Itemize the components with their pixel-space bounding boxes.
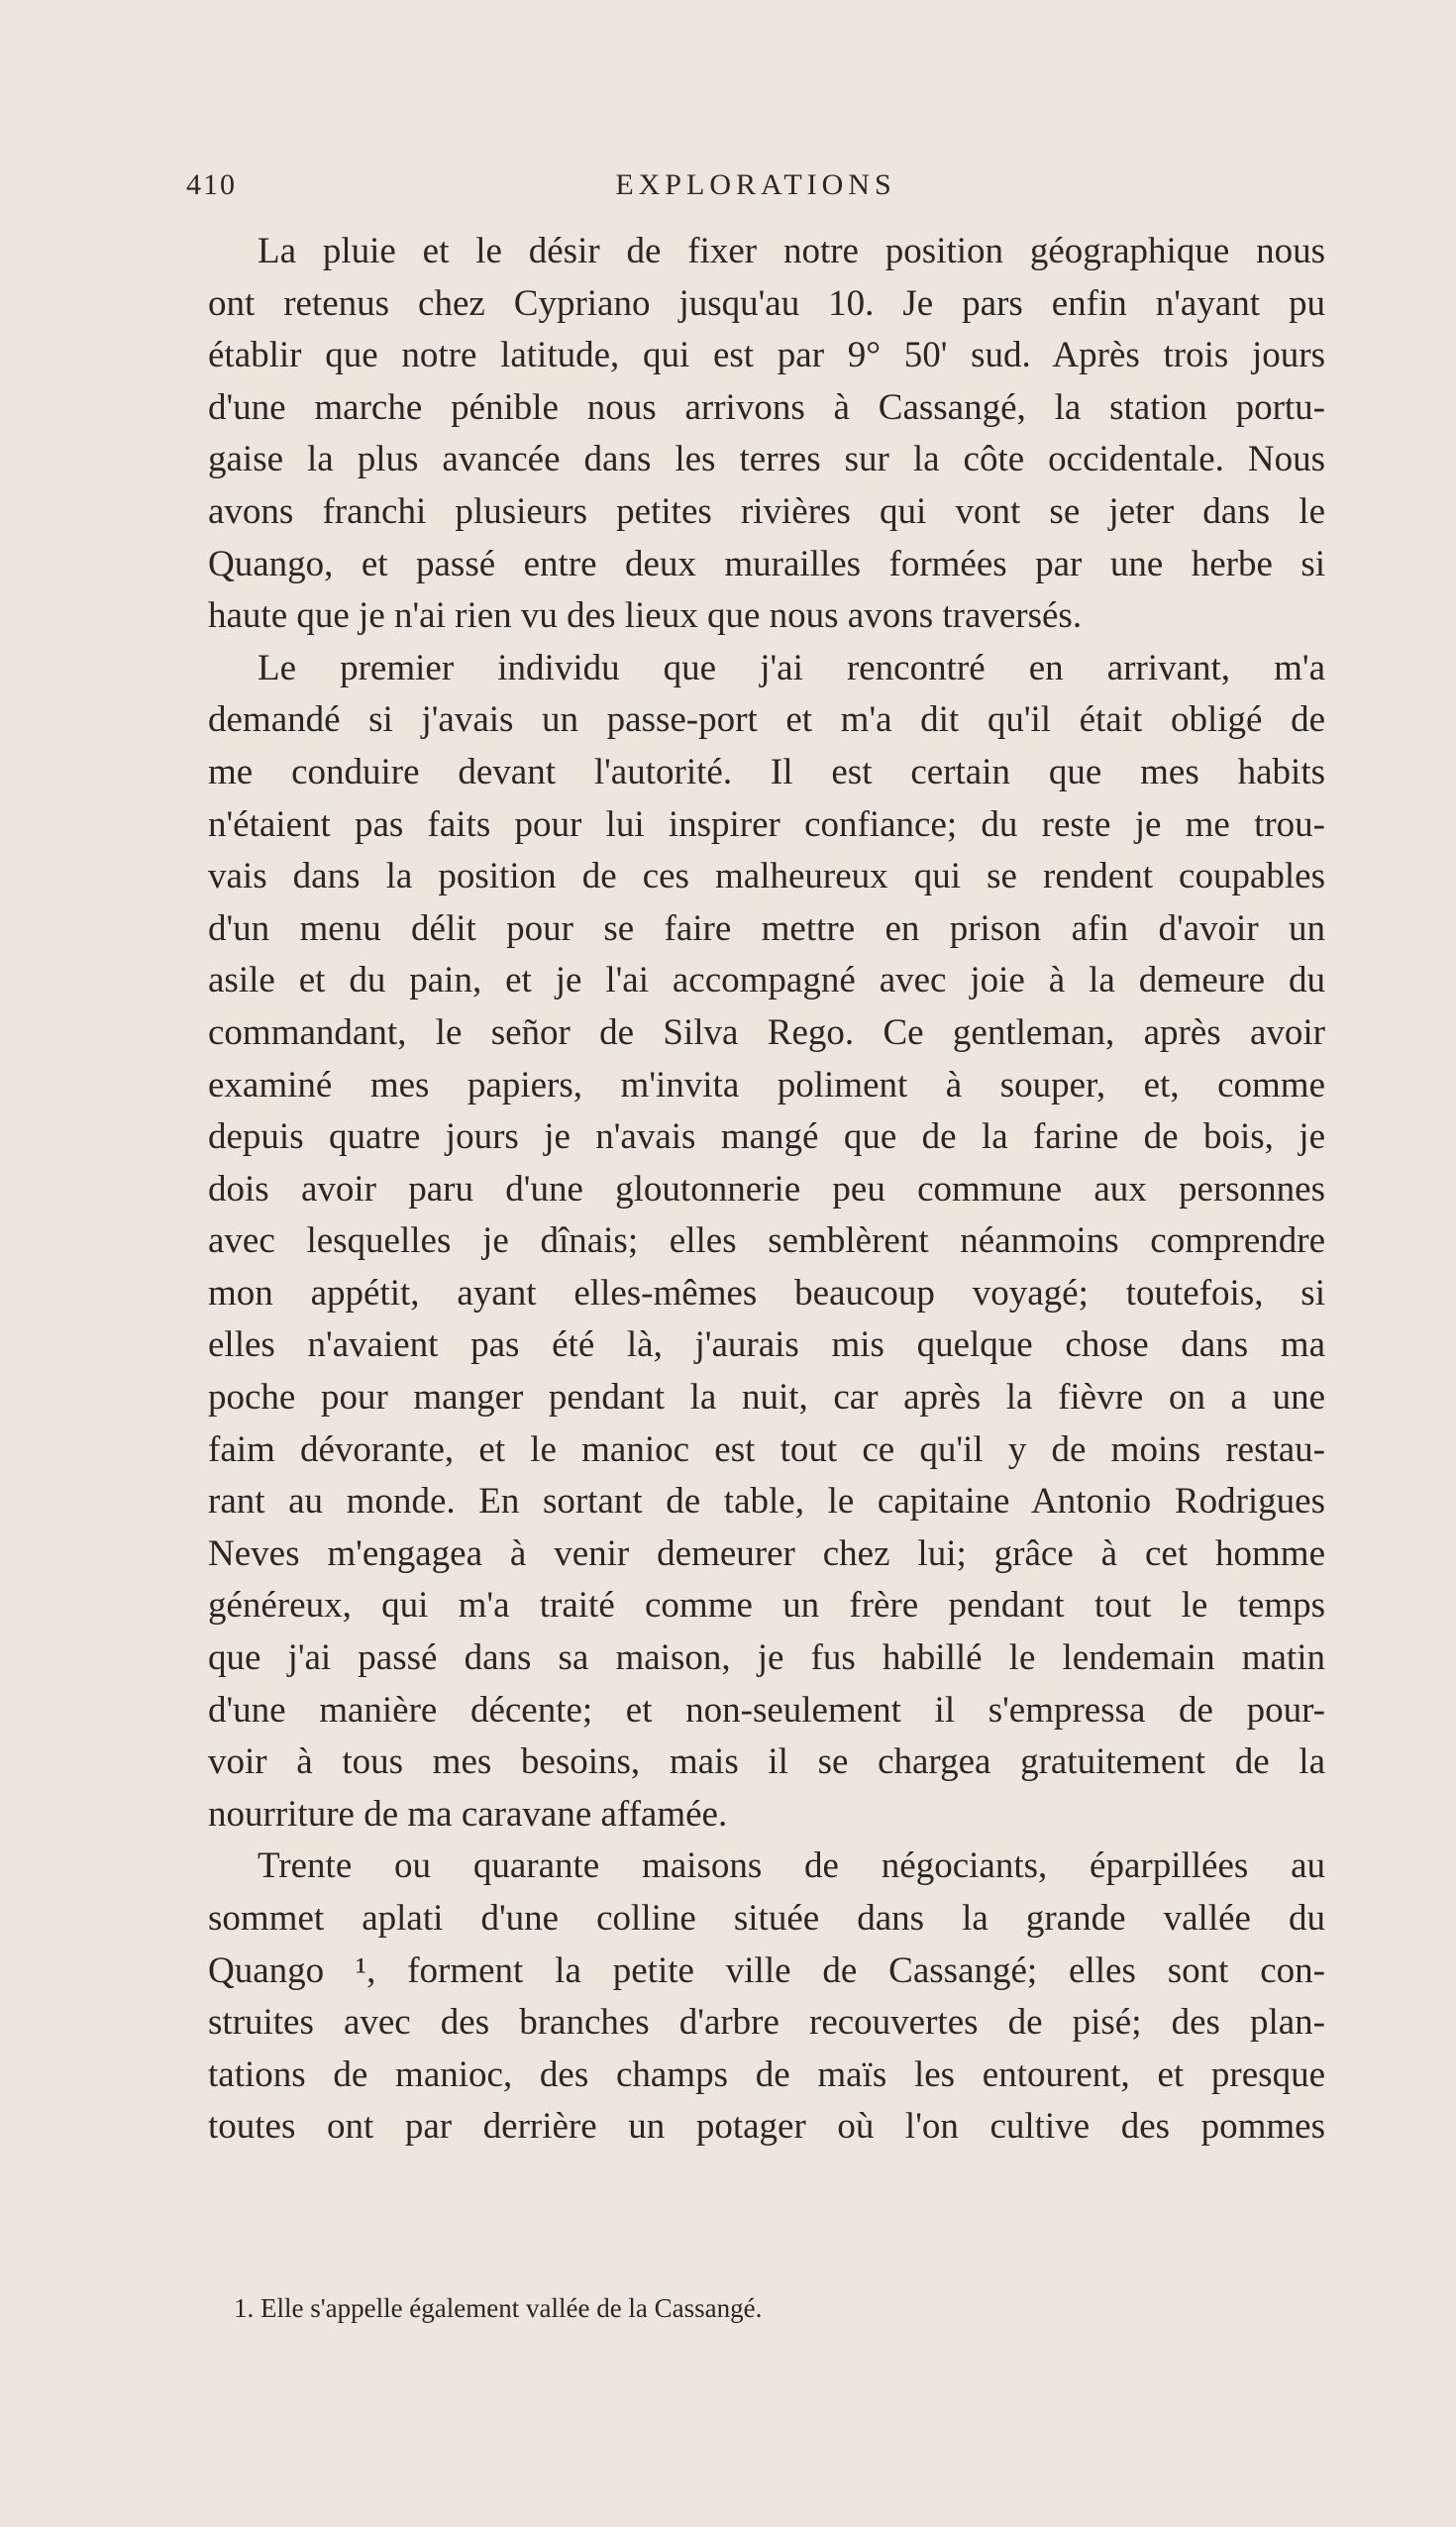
text-line: n'étaient pas faits pour lui inspirer confiance; du reste je me trou- [208, 803, 1325, 845]
paragraph-2 [208, 643, 1325, 1842]
text-line: La pluie et le désir de fixer notre position géographique nous [258, 231, 1325, 271]
text-line: dois avoir paru d'une gloutonnerie peu commune aux personnes [208, 1168, 1325, 1210]
text-line: généreux, qui m'a traité comme un frère pendant tout le temps [208, 1585, 1325, 1627]
text-line: avons franchi plusieurs petites rivières qui vont se jeter dans le [208, 490, 1325, 532]
text-line: Neves m'engagea à venir demeurer chez lui; grâce à cet homme [208, 1532, 1325, 1574]
text-line: poche pour manger pendant la nuit, car après la fièvre on a une [208, 1377, 1325, 1419]
text-line: établir que notre latitude, qui est par 9° 50' sud. Après trois jours [208, 335, 1325, 376]
text-line: d'une manière décente; et non-seulement il s'empressa de pour- [208, 1689, 1325, 1731]
text-line: commandant, le señor de Silva Rego. Ce gentleman, après avoir [208, 1011, 1325, 1053]
footnote: 1. Elle s'appelle également vallée de la Cassangé. [234, 2293, 763, 2323]
text-line: me conduire devant l'autorité. Il est certain que mes habits [208, 751, 1325, 792]
text-line: asile et du pain, et je l'ai accompagné avec joie à la demeure du [208, 960, 1325, 1001]
paragraph-3 [208, 1841, 1325, 2154]
text-line: voir à tous mes besoins, mais il se chargea gratuitement de la [208, 1741, 1325, 1783]
text-line: vais dans la position de ces malheureux qui se rendent coupables [208, 856, 1325, 897]
text-line: elles n'avaient pas été là, j'aurais mis quelque chose dans ma [208, 1324, 1325, 1366]
text-line: Quango ¹, forment la petite ville de Cassangé; elles sont con- [208, 1949, 1325, 1991]
page-number: 410 [186, 168, 237, 201]
text-line: sommet aplati d'une colline située dans la grande vallée du [208, 1898, 1325, 1939]
text-line: gaise la plus avancée dans les terres sur la côte occidentale. Nous [208, 439, 1325, 480]
text-line: ont retenus chez Cypriano jusqu'au 10. Je pars enfin n'ayant pu [208, 282, 1325, 324]
text-line: que j'ai passé dans sa maison, je fus habillé le lendemain matin [208, 1637, 1325, 1679]
text-line: d'un menu délit pour se faire mettre en prison afin d'avoir un [208, 907, 1325, 949]
text-line: tations de manioc, des champs de maïs les entourent, et presque [208, 2053, 1325, 2095]
text-line: demandé si j'avais un passe-port et m'a dit qu'il était obligé de [208, 699, 1325, 741]
text-line: struites avec des branches d'arbre recouvertes de pisé; des plan- [208, 2002, 1325, 2044]
text-line: faim dévorante, et le manioc est tout ce qu'il y de moins restau- [208, 1428, 1325, 1470]
text-line: examiné mes papiers, m'invita poliment à souper, et, comme [208, 1064, 1325, 1106]
text-line: Trente ou quarante maisons de négociants, éparpillées au [258, 1845, 1325, 1887]
text-line: depuis quatre jours je n'avais mangé que de la farine de bois, je [208, 1116, 1325, 1158]
text-line: d'une marche pénible nous arrivons à Cassangé, la station portu- [208, 386, 1325, 428]
text-line: mon appétit, ayant elles-mêmes beaucoup voyagé; toutefois, si [208, 1272, 1325, 1314]
text-line: nourriture de ma caravane affamée. [208, 1793, 728, 1835]
running-title: EXPLORATIONS [615, 168, 896, 201]
text-line: Le premier individu que j'ai rencontré en arrivant, m'a [258, 647, 1325, 688]
text-line: haute que je n'ai rien vu des lieux que nous avons traversés. [208, 595, 1083, 637]
body-text [208, 226, 1325, 2154]
running-head [186, 168, 1325, 208]
text-line: Quango, et passé entre deux murailles formées par une herbe si [208, 543, 1325, 584]
text-line: rant au monde. En sortant de table, le capitaine Antonio Rodrigues [208, 1481, 1325, 1523]
text-line: toutes ont par derrière un potager où l'on cultive des pommes [208, 2106, 1325, 2148]
text-line: avec lesquelles je dînais; elles semblèrent néanmoins comprendre [208, 1220, 1325, 1262]
paragraph-1 [208, 226, 1325, 643]
